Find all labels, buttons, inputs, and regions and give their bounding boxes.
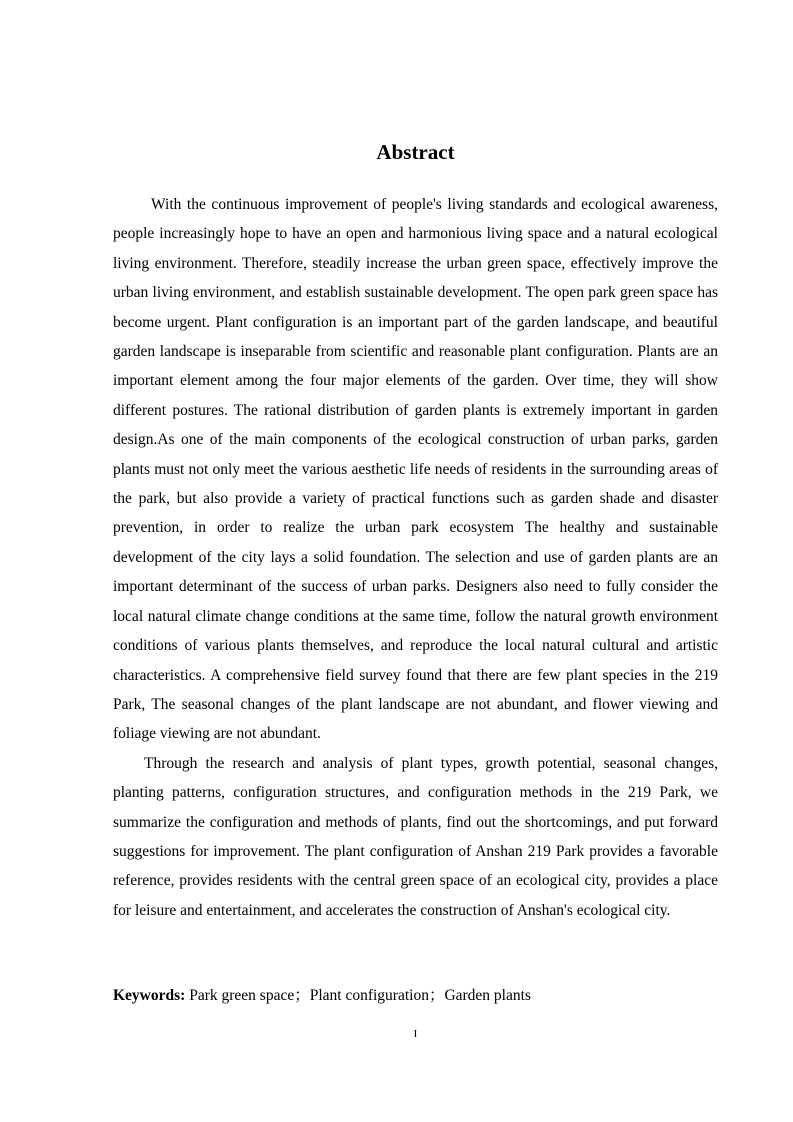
keywords-label: Keywords: bbox=[113, 987, 186, 1004]
abstract-paragraph-2: Through the research and analysis of plant types, growth potential, seasonal changes, planting patterns, configuration structures, and configuration methods in the 219 Park, we summarize the configuration and methods of plants, find out the shortcomings, and put forward suggestions for improvement. The plant configuration of Anshan 219 Park provides a favorable reference, provides residents with the central green space of an ecological city, provides a place for leisure and entertainment, and accelerates the construction of Anshan's ecological city. bbox=[113, 754, 718, 919]
page-number: I bbox=[413, 1028, 418, 1040]
keywords-line bbox=[113, 983, 718, 1009]
keywords-text: Park green space；Plant configuration；Garden plants bbox=[185, 987, 531, 1004]
abstract-title: Abstract bbox=[376, 140, 455, 164]
abstract-body bbox=[113, 190, 718, 925]
abstract-paragraph-1: With the continuous improvement of people's living standards and ecological awareness, people increasingly hope to have an open and harmonious living space and a natural ecological living environment. Therefore, steadily increase the urban green space, effectively improve the urban living environment, and establish sustainable development. The open park green space has become urgent. Plant configuration is an important part of the garden landscape, and beautiful garden landscape is inseparable from scientific and reasonable plant configuration. Plants are an important element among the four major elements of the garden. Over time, they will show different postures. The rational distribution of garden plants is extremely important in garden design.As one of the main components of the ecological construction of urban parks, garden plants must not only meet the various aesthetic life needs of residents in the surrounding areas of the park, but also provide a variety of practical functions such as garden shade and disaster prevention, in order to realize the urban park ecosystem The healthy and sustainable development of the city lays a solid foundation. The selection and use of garden plants are an important determinant of the success of urban parks. Designers also need to fully consider the local natural climate change conditions at the same time, follow the natural growth environment conditions of various plants themselves, and reproduce the local natural cultural and artistic characteristics. A comprehensive field survey found that there are few plant species in the 219 Park, The seasonal changes of the plant landscape are not abundant, and flower viewing and foliage viewing are not abundant. bbox=[113, 196, 718, 743]
